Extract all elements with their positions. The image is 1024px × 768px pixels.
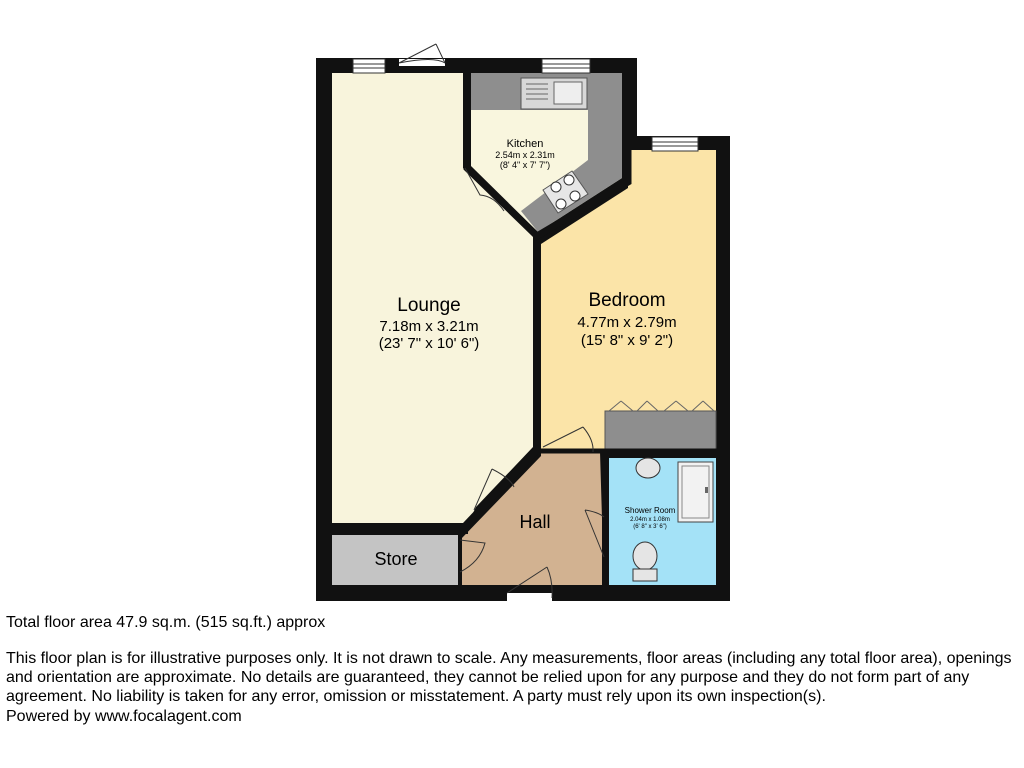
kitchen-name: Kitchen xyxy=(506,138,544,150)
label-bedroom xyxy=(577,290,676,349)
window-bedroom xyxy=(652,137,698,151)
toilet-icon xyxy=(633,542,657,581)
bedroom-imperial: (15' 8" x 9' 2") xyxy=(580,332,674,349)
kitchen-imperial: (8' 4" x 7' 7") xyxy=(499,160,551,170)
shower-name: Shower Room xyxy=(624,506,676,515)
bedroom-name: Bedroom xyxy=(588,290,666,311)
label-hall: Hall xyxy=(519,512,551,532)
kitchen-metric: 2.54m x 2.31m xyxy=(495,150,555,160)
shower-metric: 2.04m x 1.08m xyxy=(630,517,670,523)
powered-by-link[interactable]: Powered by www.focalagent.com xyxy=(6,708,242,725)
lounge-metric: 7.18m x 3.21m xyxy=(379,318,479,335)
disclaimer-text: This floor plan is for illustrative purposes only. It is not drawn to scale. Any measurements, floor areas (including any total floor area), openings and orientation are approximate. No details are guaranteed, they cannot be relied upon for any purpose and they do not form part of any agreement. No liability is taken for any error, omission or misstatement. A party must rely upon its own inspection(s). xyxy=(6,650,1012,705)
window-kitchen xyxy=(542,59,590,73)
lounge-name: Lounge xyxy=(397,295,461,316)
bedroom-metric: 4.77m x 2.79m xyxy=(577,314,677,331)
label-store: Store xyxy=(374,549,418,569)
shower-imperial: (6' 8" x 3' 6") xyxy=(633,524,667,530)
total-floor-area: Total floor area 47.9 sq.m. (515 sq.ft.) approx xyxy=(6,614,326,631)
lounge-imperial: (23' 7" x 10' 6") xyxy=(378,335,480,352)
basin-icon xyxy=(636,458,660,478)
wardrobe xyxy=(605,411,716,449)
window-lounge xyxy=(353,59,385,73)
